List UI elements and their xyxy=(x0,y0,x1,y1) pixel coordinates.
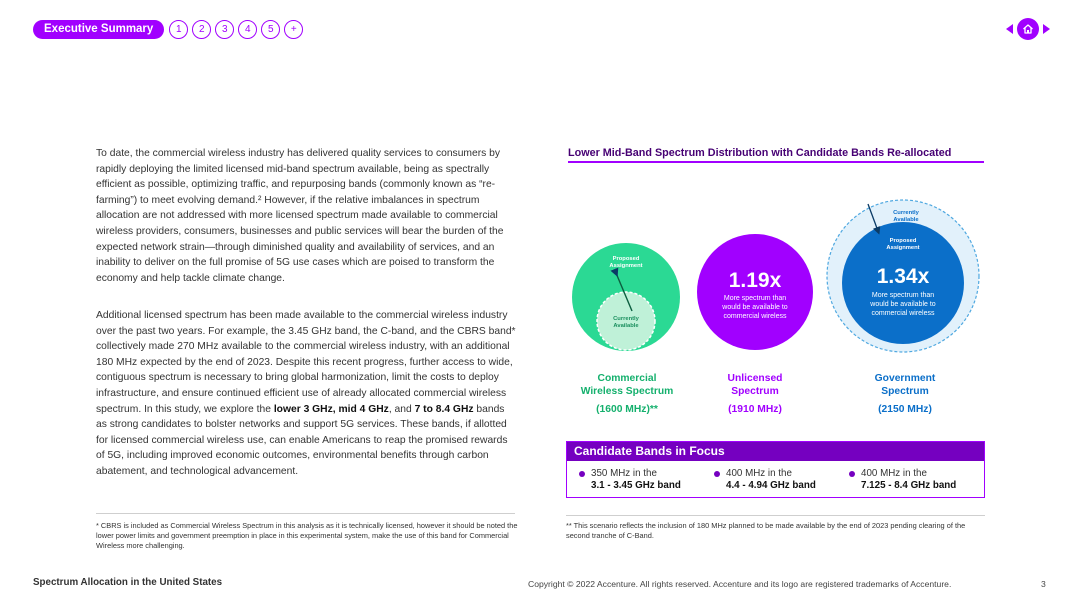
unlicensed-multiplier: 1.19x xyxy=(728,269,782,292)
right-footnote-divider xyxy=(566,515,985,516)
chart-title: Lower Mid-Band Spectrum Distribution with Candidate Bands Re-allocated xyxy=(568,147,952,159)
commercial-current-label-1: Currently xyxy=(613,316,639,322)
page-controls xyxy=(1006,18,1050,40)
nav-section-4[interactable]: 4 xyxy=(238,20,257,39)
copyright-text: Copyright © 2022 Accenture. All rights reserved. Accenture and its logo are registered trademarks of Accenture. xyxy=(528,579,952,589)
nav-section-more[interactable]: + xyxy=(284,20,303,39)
intro-paragraph: To date, the commercial wireless industry has delivered quality services to consumers by rapidly deploying the limited licensed mid-band spectrum available, being as spectrally efficient as possible, optimizing traffic, and repurposing bands (commonly known as “re-farming”) to meet evolving demand.² However, if the relative imbalances in spectrum allocation are not addressed with more licensed spectrum made available to commercial wireless providers, consumers, businesses and public services will bear the burden of the expected network strain—through diminished quality and availability of services, and an inability to deliver on the full promise of 5G use cases which are poised to transform the economy and help tackle climate change. xyxy=(96,148,504,284)
cbrs-footnote: * CBRS is included as Commercial Wireless Spectrum in this analysis as it is technically licensed, however it should be noted the lower power limits and government preemption in place in this experimental system, make the use of this band for Commercial Wireless more challenging. xyxy=(96,521,518,551)
government-spectrum-circle xyxy=(827,200,979,352)
unlicensed-spectrum-circle xyxy=(697,234,813,350)
commercial-current-label-2: Available xyxy=(613,323,639,329)
nav-section-1[interactable]: 1 xyxy=(169,20,188,39)
bullet-icon xyxy=(579,471,585,477)
candidate-band-item: 400 MHz in the 7.125 - 8.4 GHz band xyxy=(849,468,984,491)
unlicensed-sub-3: commercial wireless xyxy=(723,313,787,320)
unlicensed-caption: Unlicensed Spectrum (1910 MHz) xyxy=(727,373,783,415)
nav-section-5[interactable]: 5 xyxy=(261,20,280,39)
unlicensed-sub-1: More spectrum than xyxy=(723,295,787,302)
government-current-label-1: Currently xyxy=(893,210,919,216)
document-title: Spectrum Allocation in the United States xyxy=(33,577,223,588)
section-nav xyxy=(33,20,303,39)
commercial-caption: Commercial Wireless Spectrum (1600 MHz)** xyxy=(580,373,674,415)
bullet-icon xyxy=(849,471,855,477)
home-icon xyxy=(1022,23,1034,35)
government-caption: Government Spectrum (2150 MHz) xyxy=(874,373,936,415)
home-button[interactable] xyxy=(1017,18,1039,40)
commercial-spectrum-circle xyxy=(572,243,680,351)
chart-title-underline xyxy=(568,161,984,163)
government-sub-2: would be available to xyxy=(870,301,936,308)
bullet-icon xyxy=(714,471,720,477)
commercial-proposed-label-2: Assignment xyxy=(609,263,643,269)
government-proposed-label-2: Assignment xyxy=(886,245,920,251)
spectrum-circles-chart xyxy=(560,190,990,370)
page-number: 3 xyxy=(1041,579,1046,589)
scenario-footnote: ** This scenario reflects the inclusion of 180 MHz planned to be made available by the end of 2023 pending clearing of the second tranche of C-Band. xyxy=(566,521,966,541)
candidate-band-item: 400 MHz in the 4.4 - 4.94 GHz band xyxy=(714,468,849,491)
prev-page-icon[interactable] xyxy=(1006,24,1013,34)
unlicensed-area xyxy=(697,234,813,350)
next-page-icon[interactable] xyxy=(1043,24,1050,34)
nav-executive-summary[interactable]: Executive Summary xyxy=(33,20,164,39)
government-sub-3: commercial wireless xyxy=(871,310,935,317)
candidate-band-item: 350 MHz in the 3.1 - 3.45 GHz band xyxy=(579,468,714,491)
government-proposed-label-1: Proposed xyxy=(889,238,917,244)
spectrum-paragraph: Additional licensed spectrum has been made available to the commercial wireless industry over the past two years. For example, the 3.45 GHz band, the C-band, and the CBRS band* collectively made 270 MHz available to the commercial wireless industry, with an additional 180 MHz expected by the end of 2023. Despite this recent progress, further access to wide, contiguous spectrum is necessary to bring global harmonization, limit the costs to deploy infrastructure, and ensure continued efficient use of already allocated commercial wireless spectrum. In this study, we explore the lower 3 GHz, mid 4 GHz, and 7 to 8.4 GHz bands as strong candidates to bolster networks and support 5G services. These bands, if allotted for licensed commercial wireless use, can enable Americans to reap the promised rewards of 5G, including improved economic outcomes, environmental benefits through carbon abatement, and technological advancement. xyxy=(96,310,516,477)
government-sub-1: More spectrum than xyxy=(871,292,935,299)
government-current-label-2: Available xyxy=(893,217,919,223)
nav-section-3[interactable]: 3 xyxy=(215,20,234,39)
nav-section-2[interactable]: 2 xyxy=(192,20,211,39)
left-footnote-divider xyxy=(96,513,515,514)
candidate-bands-heading: Candidate Bands in Focus xyxy=(567,442,984,461)
unlicensed-sub-2: would be available to xyxy=(722,304,788,311)
commercial-proposed-label-1: Proposed xyxy=(612,256,640,262)
candidate-bands-box xyxy=(566,441,985,498)
government-multiplier: 1.34x xyxy=(876,265,930,288)
